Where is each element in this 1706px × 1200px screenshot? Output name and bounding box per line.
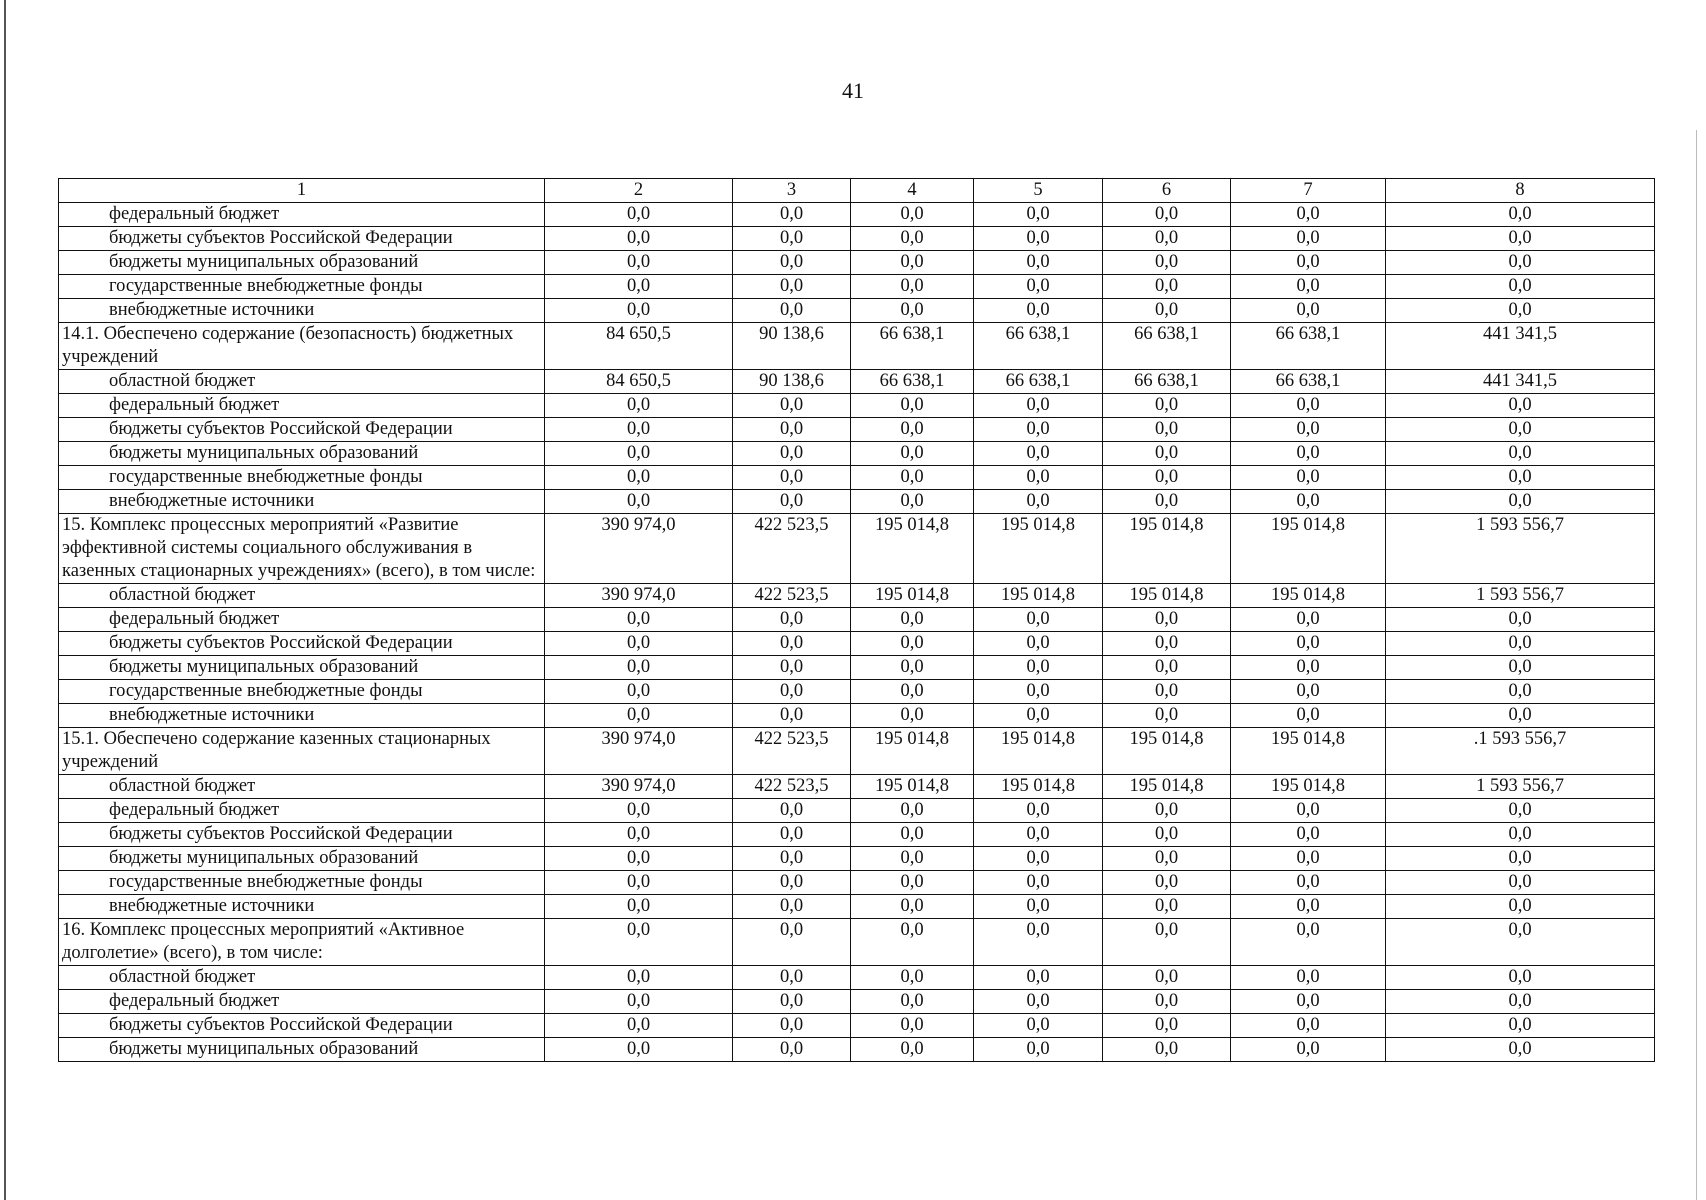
- cell-col-3: 0,0: [733, 823, 851, 847]
- cell-col-3: 0,0: [733, 275, 851, 299]
- cell-col-4: 0,0: [851, 251, 974, 275]
- cell-col-2: 0,0: [545, 680, 733, 704]
- cell-col-5: 0,0: [974, 608, 1103, 632]
- cell-col-7: 0,0: [1231, 990, 1386, 1014]
- cell-col-6: 0,0: [1103, 442, 1231, 466]
- cell-col-8: 0,0: [1386, 251, 1655, 275]
- cell-col-7: 0,0: [1231, 466, 1386, 490]
- cell-col-2: 0,0: [545, 823, 733, 847]
- cell-col-4: 0,0: [851, 490, 974, 514]
- table-row: [59, 728, 1655, 775]
- table-row: [59, 656, 1655, 680]
- cell-col-7: 0,0: [1231, 871, 1386, 895]
- cell-col-7: 66 638,1: [1231, 370, 1386, 394]
- cell-col-3: 0,0: [733, 847, 851, 871]
- table-row: [59, 895, 1655, 919]
- cell-col-7: 0,0: [1231, 442, 1386, 466]
- cell-col-2: 0,0: [545, 394, 733, 418]
- cell-col-2: 390 974,0: [545, 728, 733, 775]
- row-sublabel: бюджеты субъектов Российской Федерации: [59, 1014, 545, 1038]
- cell-col-6: 0,0: [1103, 895, 1231, 919]
- cell-col-4: 66 638,1: [851, 323, 974, 370]
- cell-col-8: 0,0: [1386, 1014, 1655, 1038]
- cell-col-6: 0,0: [1103, 919, 1231, 966]
- cell-col-2: 0,0: [545, 608, 733, 632]
- cell-col-3: 0,0: [733, 656, 851, 680]
- cell-col-2: 0,0: [545, 1014, 733, 1038]
- row-sublabel: бюджеты субъектов Российской Федерации: [59, 418, 545, 442]
- cell-col-5: 0,0: [974, 251, 1103, 275]
- cell-col-7: 0,0: [1231, 227, 1386, 251]
- cell-col-5: 195 014,8: [974, 728, 1103, 775]
- cell-col-8: 0,0: [1386, 704, 1655, 728]
- cell-col-5: 66 638,1: [974, 370, 1103, 394]
- cell-col-8: 0,0: [1386, 394, 1655, 418]
- row-sublabel: государственные внебюджетные фонды: [59, 275, 545, 299]
- table-row: [59, 227, 1655, 251]
- cell-col-3: 0,0: [733, 418, 851, 442]
- cell-col-5: 0,0: [974, 490, 1103, 514]
- cell-col-6: 0,0: [1103, 704, 1231, 728]
- cell-col-7: 0,0: [1231, 251, 1386, 275]
- table-row: [59, 632, 1655, 656]
- cell-col-8: 0,0: [1386, 442, 1655, 466]
- table-row: [59, 299, 1655, 323]
- cell-col-2: 0,0: [545, 275, 733, 299]
- cell-col-4: 0,0: [851, 990, 974, 1014]
- cell-col-3: 0,0: [733, 1014, 851, 1038]
- cell-col-2: 0,0: [545, 203, 733, 227]
- cell-col-4: 66 638,1: [851, 370, 974, 394]
- row-label: 15. Комплекс процессных мероприятий «Развитие эффективной системы социального обслуживания в казенных стационарных учреждениях» (всего), в том числе:: [59, 514, 545, 584]
- cell-col-8: 0,0: [1386, 847, 1655, 871]
- row-sublabel: федеральный бюджет: [59, 203, 545, 227]
- cell-col-6: 0,0: [1103, 680, 1231, 704]
- cell-col-7: 0,0: [1231, 418, 1386, 442]
- cell-col-5: 0,0: [974, 299, 1103, 323]
- column-header: 6: [1103, 179, 1231, 203]
- cell-col-7: 0,0: [1231, 919, 1386, 966]
- table-row: [59, 275, 1655, 299]
- cell-col-5: 0,0: [974, 847, 1103, 871]
- cell-col-3: 0,0: [733, 442, 851, 466]
- table-row: [59, 466, 1655, 490]
- cell-col-4: 0,0: [851, 895, 974, 919]
- cell-col-5: 0,0: [974, 203, 1103, 227]
- row-sublabel: внебюджетные источники: [59, 299, 545, 323]
- cell-col-6: 0,0: [1103, 871, 1231, 895]
- cell-col-7: 0,0: [1231, 656, 1386, 680]
- cell-col-6: 0,0: [1103, 203, 1231, 227]
- cell-col-8: 441 341,5: [1386, 323, 1655, 370]
- cell-col-8: .1 593 556,7: [1386, 728, 1655, 775]
- cell-col-7: 0,0: [1231, 275, 1386, 299]
- cell-col-6: 0,0: [1103, 466, 1231, 490]
- cell-col-4: 0,0: [851, 299, 974, 323]
- cell-col-3: 0,0: [733, 466, 851, 490]
- cell-col-5: 0,0: [974, 799, 1103, 823]
- cell-col-8: 1 593 556,7: [1386, 775, 1655, 799]
- table-row: [59, 990, 1655, 1014]
- cell-col-5: 195 014,8: [974, 584, 1103, 608]
- cell-col-6: 0,0: [1103, 275, 1231, 299]
- row-sublabel: бюджеты субъектов Российской Федерации: [59, 227, 545, 251]
- cell-col-6: 0,0: [1103, 1014, 1231, 1038]
- table-row: [59, 799, 1655, 823]
- cell-col-3: 0,0: [733, 799, 851, 823]
- cell-col-3: 0,0: [733, 632, 851, 656]
- cell-col-4: 195 014,8: [851, 728, 974, 775]
- cell-col-3: 422 523,5: [733, 514, 851, 584]
- row-sublabel: бюджеты муниципальных образований: [59, 442, 545, 466]
- cell-col-2: 84 650,5: [545, 370, 733, 394]
- table-row: [59, 608, 1655, 632]
- cell-col-7: 0,0: [1231, 966, 1386, 990]
- cell-col-3: 0,0: [733, 990, 851, 1014]
- cell-col-8: 0,0: [1386, 632, 1655, 656]
- cell-col-5: 0,0: [974, 871, 1103, 895]
- table-row: [59, 514, 1655, 584]
- cell-col-2: 0,0: [545, 799, 733, 823]
- cell-col-4: 0,0: [851, 632, 974, 656]
- cell-col-2: 0,0: [545, 466, 733, 490]
- cell-col-8: 0,0: [1386, 895, 1655, 919]
- table-header-row: [59, 179, 1655, 203]
- cell-col-5: 66 638,1: [974, 323, 1103, 370]
- row-sublabel: внебюджетные источники: [59, 490, 545, 514]
- table-row: [59, 871, 1655, 895]
- row-label: 14.1. Обеспечено содержание (безопасность) бюджетных учреждений: [59, 323, 545, 370]
- cell-col-2: 0,0: [545, 632, 733, 656]
- row-sublabel: федеральный бюджет: [59, 608, 545, 632]
- cell-col-5: 0,0: [974, 919, 1103, 966]
- cell-col-5: 0,0: [974, 466, 1103, 490]
- cell-col-3: 0,0: [733, 608, 851, 632]
- cell-col-6: 0,0: [1103, 632, 1231, 656]
- cell-col-5: 0,0: [974, 966, 1103, 990]
- cell-col-4: 0,0: [851, 608, 974, 632]
- scan-right-border: [1696, 130, 1697, 1200]
- row-sublabel: государственные внебюджетные фонды: [59, 871, 545, 895]
- cell-col-4: 0,0: [851, 680, 974, 704]
- cell-col-8: 0,0: [1386, 227, 1655, 251]
- cell-col-2: 0,0: [545, 990, 733, 1014]
- table-row: [59, 394, 1655, 418]
- cell-col-3: 422 523,5: [733, 728, 851, 775]
- cell-col-2: 390 974,0: [545, 584, 733, 608]
- table-row: [59, 203, 1655, 227]
- cell-col-3: 422 523,5: [733, 775, 851, 799]
- cell-col-8: 0,0: [1386, 466, 1655, 490]
- cell-col-8: 1 593 556,7: [1386, 584, 1655, 608]
- cell-col-6: 195 014,8: [1103, 514, 1231, 584]
- row-sublabel: бюджеты субъектов Российской Федерации: [59, 632, 545, 656]
- cell-col-7: 0,0: [1231, 799, 1386, 823]
- table-row: [59, 966, 1655, 990]
- cell-col-2: 0,0: [545, 656, 733, 680]
- cell-col-8: 0,0: [1386, 1038, 1655, 1062]
- row-sublabel: внебюджетные источники: [59, 895, 545, 919]
- cell-col-5: 0,0: [974, 990, 1103, 1014]
- cell-col-7: 0,0: [1231, 847, 1386, 871]
- cell-col-3: 422 523,5: [733, 584, 851, 608]
- row-sublabel: областной бюджет: [59, 775, 545, 799]
- cell-col-6: 195 014,8: [1103, 775, 1231, 799]
- cell-col-6: 0,0: [1103, 823, 1231, 847]
- cell-col-6: 0,0: [1103, 656, 1231, 680]
- cell-col-3: 0,0: [733, 227, 851, 251]
- budget-table: [58, 178, 1655, 1062]
- cell-col-3: 0,0: [733, 299, 851, 323]
- cell-col-6: 195 014,8: [1103, 584, 1231, 608]
- cell-col-5: 0,0: [974, 394, 1103, 418]
- column-header: 8: [1386, 179, 1655, 203]
- row-sublabel: федеральный бюджет: [59, 394, 545, 418]
- cell-col-3: 0,0: [733, 203, 851, 227]
- column-header: 3: [733, 179, 851, 203]
- table-row: [59, 490, 1655, 514]
- column-header: 7: [1231, 179, 1386, 203]
- cell-col-8: 0,0: [1386, 871, 1655, 895]
- cell-col-4: 0,0: [851, 1014, 974, 1038]
- table-row: [59, 704, 1655, 728]
- cell-col-4: 0,0: [851, 275, 974, 299]
- row-sublabel: областной бюджет: [59, 966, 545, 990]
- row-sublabel: государственные внебюджетные фонды: [59, 466, 545, 490]
- table-row: [59, 584, 1655, 608]
- cell-col-8: 0,0: [1386, 656, 1655, 680]
- cell-col-4: 0,0: [851, 966, 974, 990]
- cell-col-4: 0,0: [851, 919, 974, 966]
- cell-col-8: 0,0: [1386, 680, 1655, 704]
- table-row: [59, 418, 1655, 442]
- cell-col-4: 0,0: [851, 656, 974, 680]
- cell-col-7: 0,0: [1231, 1038, 1386, 1062]
- table-row: [59, 323, 1655, 370]
- cell-col-3: 90 138,6: [733, 370, 851, 394]
- cell-col-7: 0,0: [1231, 608, 1386, 632]
- row-sublabel: областной бюджет: [59, 370, 545, 394]
- cell-col-3: 0,0: [733, 251, 851, 275]
- cell-col-4: 0,0: [851, 847, 974, 871]
- cell-col-6: 0,0: [1103, 799, 1231, 823]
- cell-col-7: 0,0: [1231, 203, 1386, 227]
- cell-col-6: 0,0: [1103, 966, 1231, 990]
- cell-col-3: 0,0: [733, 966, 851, 990]
- cell-col-3: 0,0: [733, 704, 851, 728]
- cell-col-7: 195 014,8: [1231, 584, 1386, 608]
- cell-col-2: 0,0: [545, 1038, 733, 1062]
- row-sublabel: федеральный бюджет: [59, 990, 545, 1014]
- cell-col-7: 195 014,8: [1231, 775, 1386, 799]
- cell-col-6: 0,0: [1103, 1038, 1231, 1062]
- cell-col-7: 0,0: [1231, 895, 1386, 919]
- cell-col-8: 0,0: [1386, 990, 1655, 1014]
- cell-col-2: 84 650,5: [545, 323, 733, 370]
- cell-col-3: 0,0: [733, 1038, 851, 1062]
- table-row: [59, 442, 1655, 466]
- cell-col-4: 0,0: [851, 799, 974, 823]
- row-sublabel: федеральный бюджет: [59, 799, 545, 823]
- row-sublabel: бюджеты муниципальных образований: [59, 656, 545, 680]
- row-sublabel: государственные внебюджетные фонды: [59, 680, 545, 704]
- cell-col-3: 0,0: [733, 680, 851, 704]
- cell-col-2: 390 974,0: [545, 514, 733, 584]
- column-header: 4: [851, 179, 974, 203]
- cell-col-2: 0,0: [545, 847, 733, 871]
- row-sublabel: внебюджетные источники: [59, 704, 545, 728]
- cell-col-2: 0,0: [545, 895, 733, 919]
- cell-col-4: 0,0: [851, 203, 974, 227]
- cell-col-2: 0,0: [545, 251, 733, 275]
- cell-col-7: 195 014,8: [1231, 514, 1386, 584]
- cell-col-6: 0,0: [1103, 299, 1231, 323]
- cell-col-5: 0,0: [974, 823, 1103, 847]
- cell-col-4: 195 014,8: [851, 584, 974, 608]
- cell-col-3: 0,0: [733, 394, 851, 418]
- cell-col-6: 0,0: [1103, 490, 1231, 514]
- cell-col-2: 0,0: [545, 966, 733, 990]
- cell-col-7: 0,0: [1231, 299, 1386, 323]
- table-row: [59, 919, 1655, 966]
- cell-col-4: 195 014,8: [851, 514, 974, 584]
- cell-col-2: 0,0: [545, 442, 733, 466]
- cell-col-4: 0,0: [851, 442, 974, 466]
- column-header: 5: [974, 179, 1103, 203]
- cell-col-5: 0,0: [974, 1038, 1103, 1062]
- cell-col-4: 195 014,8: [851, 775, 974, 799]
- table-row: [59, 370, 1655, 394]
- cell-col-8: 441 341,5: [1386, 370, 1655, 394]
- table-row: [59, 1014, 1655, 1038]
- table-row: [59, 823, 1655, 847]
- cell-col-2: 0,0: [545, 871, 733, 895]
- cell-col-8: 0,0: [1386, 919, 1655, 966]
- cell-col-5: 0,0: [974, 275, 1103, 299]
- cell-col-4: 0,0: [851, 394, 974, 418]
- row-label: 15.1. Обеспечено содержание казенных стационарных учреждений: [59, 728, 545, 775]
- cell-col-5: 0,0: [974, 704, 1103, 728]
- cell-col-5: 0,0: [974, 895, 1103, 919]
- scan-left-border: [4, 0, 6, 1200]
- cell-col-6: 0,0: [1103, 418, 1231, 442]
- cell-col-4: 0,0: [851, 418, 974, 442]
- cell-col-6: 0,0: [1103, 227, 1231, 251]
- cell-col-3: 0,0: [733, 895, 851, 919]
- cell-col-6: 0,0: [1103, 608, 1231, 632]
- cell-col-8: 0,0: [1386, 490, 1655, 514]
- cell-col-8: 0,0: [1386, 799, 1655, 823]
- cell-col-4: 0,0: [851, 227, 974, 251]
- page-number: 41: [842, 78, 864, 103]
- cell-col-6: 66 638,1: [1103, 370, 1231, 394]
- row-sublabel: бюджеты муниципальных образований: [59, 1038, 545, 1062]
- column-header: 2: [545, 179, 733, 203]
- cell-col-2: 0,0: [545, 299, 733, 323]
- cell-col-8: 0,0: [1386, 823, 1655, 847]
- row-sublabel: бюджеты муниципальных образований: [59, 847, 545, 871]
- cell-col-5: 0,0: [974, 442, 1103, 466]
- cell-col-4: 0,0: [851, 823, 974, 847]
- cell-col-5: 0,0: [974, 418, 1103, 442]
- row-sublabel: бюджеты субъектов Российской Федерации: [59, 823, 545, 847]
- table-row: [59, 847, 1655, 871]
- cell-col-2: 0,0: [545, 490, 733, 514]
- cell-col-7: 0,0: [1231, 680, 1386, 704]
- cell-col-6: 0,0: [1103, 847, 1231, 871]
- cell-col-7: 0,0: [1231, 823, 1386, 847]
- cell-col-4: 0,0: [851, 466, 974, 490]
- cell-col-8: 0,0: [1386, 608, 1655, 632]
- cell-col-8: 0,0: [1386, 203, 1655, 227]
- table-row: [59, 680, 1655, 704]
- cell-col-5: 0,0: [974, 680, 1103, 704]
- cell-col-7: 0,0: [1231, 1014, 1386, 1038]
- cell-col-6: 0,0: [1103, 394, 1231, 418]
- cell-col-5: 0,0: [974, 227, 1103, 251]
- column-header: 1: [59, 179, 545, 203]
- cell-col-7: 0,0: [1231, 632, 1386, 656]
- table-row: [59, 775, 1655, 799]
- cell-col-3: 0,0: [733, 919, 851, 966]
- cell-col-8: 1 593 556,7: [1386, 514, 1655, 584]
- cell-col-3: 0,0: [733, 490, 851, 514]
- table-body: [59, 203, 1655, 1062]
- cell-col-6: 66 638,1: [1103, 323, 1231, 370]
- table-row: [59, 251, 1655, 275]
- row-label: 16. Комплекс процессных мероприятий «Активное долголетие» (всего), в том числе:: [59, 919, 545, 966]
- cell-col-7: 195 014,8: [1231, 728, 1386, 775]
- cell-col-8: 0,0: [1386, 299, 1655, 323]
- cell-col-7: 0,0: [1231, 394, 1386, 418]
- row-sublabel: областной бюджет: [59, 584, 545, 608]
- cell-col-5: 195 014,8: [974, 514, 1103, 584]
- cell-col-2: 0,0: [545, 704, 733, 728]
- cell-col-8: 0,0: [1386, 418, 1655, 442]
- table-row: [59, 1038, 1655, 1062]
- cell-col-5: 0,0: [974, 632, 1103, 656]
- cell-col-4: 0,0: [851, 704, 974, 728]
- cell-col-6: 195 014,8: [1103, 728, 1231, 775]
- cell-col-3: 0,0: [733, 871, 851, 895]
- cell-col-2: 0,0: [545, 227, 733, 251]
- cell-col-6: 0,0: [1103, 990, 1231, 1014]
- cell-col-7: 0,0: [1231, 704, 1386, 728]
- cell-col-7: 0,0: [1231, 490, 1386, 514]
- cell-col-2: 0,0: [545, 418, 733, 442]
- row-sublabel: бюджеты муниципальных образований: [59, 251, 545, 275]
- cell-col-2: 0,0: [545, 919, 733, 966]
- cell-col-8: 0,0: [1386, 275, 1655, 299]
- cell-col-5: 195 014,8: [974, 775, 1103, 799]
- cell-col-3: 90 138,6: [733, 323, 851, 370]
- cell-col-6: 0,0: [1103, 251, 1231, 275]
- cell-col-4: 0,0: [851, 871, 974, 895]
- cell-col-4: 0,0: [851, 1038, 974, 1062]
- cell-col-7: 66 638,1: [1231, 323, 1386, 370]
- cell-col-5: 0,0: [974, 656, 1103, 680]
- cell-col-8: 0,0: [1386, 966, 1655, 990]
- cell-col-2: 390 974,0: [545, 775, 733, 799]
- cell-col-5: 0,0: [974, 1014, 1103, 1038]
